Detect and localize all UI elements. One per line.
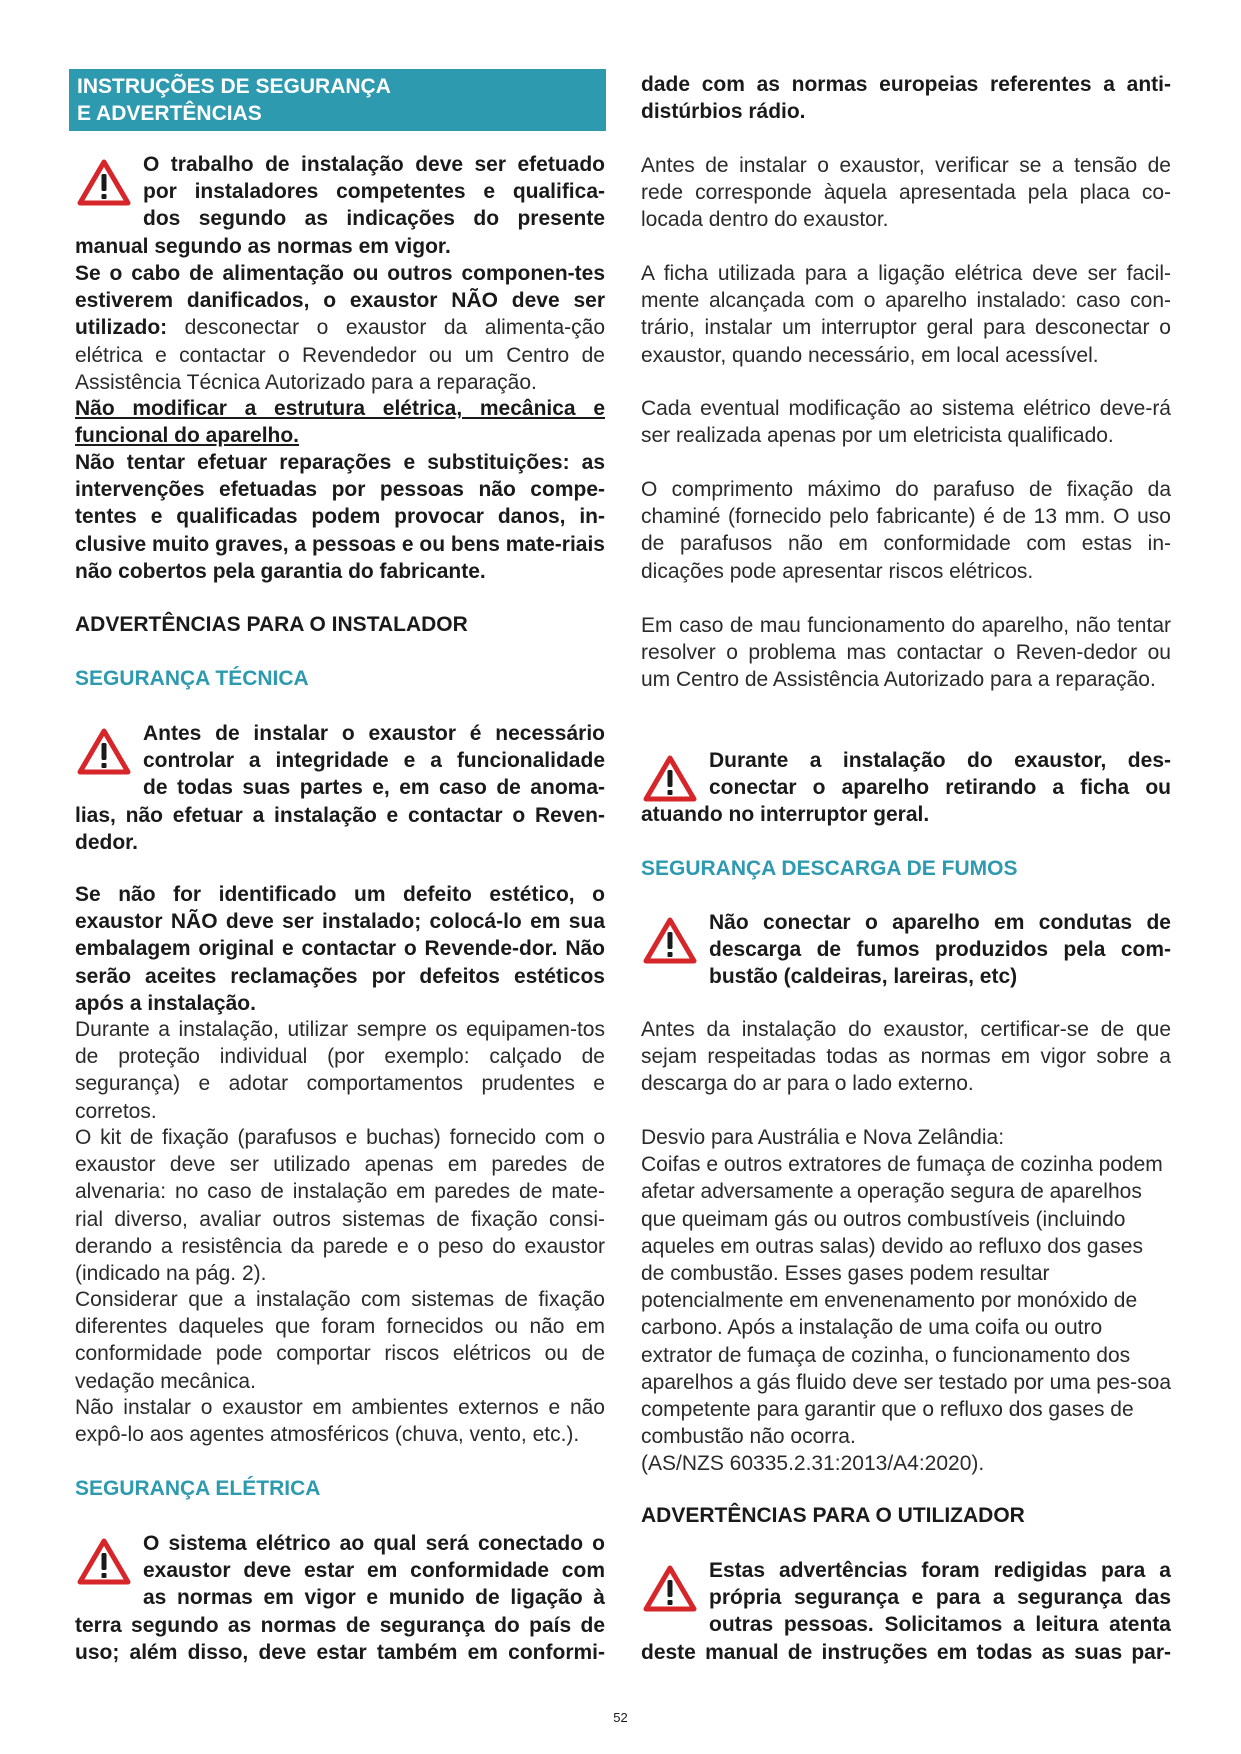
- power-cable-bold: Se o cabo de alimentação ou outros componen-tes estiverem danificados, o exaustor NÃO deve ser utilizado:: [75, 262, 605, 340]
- no-repairs-text: Não tentar efetuar reparações e substituições: as intervenções efetuadas por pessoas não compe-tentes e qualificadas podem provocar danos, in-clusive muito graves, a pessoas e ou bens mate-riais não cobertos pela garantia do fabricante.: [75, 451, 605, 583]
- paragraph-outdoor: [75, 1394, 605, 1448]
- voltage-text: Antes de instalar o exaustor, verificar se a tensão de rede corresponde àquela apresentada pela placa co-locada dentro do exaustor.: [641, 154, 1171, 232]
- warning-line: Estas advertências foram redigidas para a: [709, 1559, 1171, 1582]
- warning-triangle-icon: [77, 1538, 131, 1586]
- warning-installers: [75, 151, 605, 260]
- plug-text: A ficha utilizada para a ligação elétrica deve ser facil-mente alcançada com o aparelho instalado: caso con-trário, instalar um interruptor geral para desconectar o exaustor, quando necessário, em local acessível.: [641, 262, 1171, 367]
- radio-interference-text: dade com as normas europeias referentes a anti-distúrbios rádio.: [641, 73, 1171, 124]
- warning-line: controlar a integridade e a funcionalidade: [143, 749, 605, 773]
- paragraph-australia-nz: [641, 1124, 1171, 1478]
- ppe-text: Durante a instalação, utilizar sempre os equipamen-tos de proteção individual (por exemplo: calçado de segurança) e adotar comportamentos prudentes e corretos.: [75, 1018, 605, 1123]
- power-cable-text: desconectar o exaustor da alimenta-ção elétrica e contactar o Revendedor ou um Centro de Assistência Técnica Autorizado para a reparação.: [75, 316, 605, 394]
- warning-line: conectar o aparelho retirando a ficha ou: [709, 776, 1171, 800]
- warning-triangle-icon: [77, 159, 131, 207]
- outdoor-text: Não instalar o exaustor em ambientes externos e não expô-lo aos agentes atmosféricos (chuva, vento, etc.).: [75, 1396, 605, 1447]
- paragraph-no-modify: [75, 395, 605, 449]
- warning-user: [641, 1557, 1171, 1666]
- fixing-systems-text: Considerar que a instalação com sistemas de fixação diferentes daqueles que foram fornecidos ou não em conformidade pode comportar riscos elétricos ou de vedação mecânica.: [75, 1288, 605, 1393]
- heading-technical-safety: SEGURANÇA TÉCNICA: [75, 667, 309, 690]
- screw-length-text: O comprimento máximo do parafuso de fixação da chaminé (fornecido pelo fabricante) é de 13 mm. O uso de parafusos não em conformidade com estas in-dicações pode apresentar riscos elétricos.: [641, 478, 1171, 583]
- paragraph-radio-interference: [641, 71, 1171, 125]
- warning-triangle-icon: [77, 728, 131, 776]
- australia-nz-reference: (AS/NZS 60335.2.31:2013/A4:2020).: [641, 1452, 985, 1476]
- warning-triangle-icon: [643, 755, 697, 803]
- heading-installer-warnings: ADVERTÊNCIAS PARA O INSTALADOR: [75, 613, 468, 636]
- warning-triangle-icon: [643, 1565, 697, 1613]
- australia-nz-title: Desvio para Austrália e Nova Zelândia:: [641, 1126, 1005, 1149]
- warning-line: descarga de fumos produzidos pela com-: [709, 938, 1171, 962]
- warning-line: de todas suas partes e, em caso de anoma-: [143, 776, 605, 800]
- paragraph-fixing-systems: [75, 1286, 605, 1395]
- heading-electrical-safety: SEGURANÇA ELÉTRICA: [75, 1477, 321, 1500]
- malfunction-text: Em caso de mau funcionamento do aparelho, não tentar resolver o problema mas contactar o Reven-dedor ou um Centro de Assistência Autorizado para a reparação.: [641, 614, 1171, 692]
- warning-line: Antes de instalar o exaustor é necessário: [143, 722, 605, 745]
- warning-disconnect: [641, 747, 1171, 829]
- warning-line: terra segundo as normas de segurança do país de: [75, 1613, 605, 1637]
- header-title-line1: INSTRUÇÕES DE SEGURANÇA: [77, 75, 391, 98]
- paragraph-no-repairs: [75, 449, 605, 585]
- warning-line: as normas em vigor e munido de ligação à: [143, 1586, 605, 1610]
- warning-line: por instaladores competentes e qualifica-: [143, 180, 605, 204]
- warning-line: dos segundo as indicações do presente: [143, 207, 605, 231]
- warning-line: Durante a instalação do exaustor, des-: [709, 749, 1171, 772]
- warning-line: O sistema elétrico ao qual será conectado o: [143, 1532, 605, 1555]
- paragraph-aesthetic-defect: [75, 881, 605, 1017]
- warning-flue: [641, 909, 1171, 991]
- warning-line: atuando no interruptor geral.: [641, 803, 930, 827]
- warning-line: lias, não efetuar a instalação e contactar o Reven-: [75, 803, 605, 827]
- heading-smoke-discharge: SEGURANÇA DESCARGA DE FUMOS: [641, 857, 1018, 880]
- air-discharge-text: Antes da instalação do exaustor, certificar-se de que sejam respeitadas todas as normas em vigor sobre a descarga do ar para o lado externo.: [641, 1018, 1171, 1096]
- aesthetic-defect-text: Se não for identificado um defeito estético, o exaustor NÃO deve ser instalado; colocá-lo em sua embalagem original e contactar o Revende-dor. Não serão aceites reclamações por defeitos estéticos após a instalação.: [75, 883, 605, 1015]
- australia-nz-body: Coifas e outros extratores de fumaça de cozinha podem afetar adversamente a operação segura de aparelhos que queimam gás ou outros combustíveis (incluindo aqueles em outras salas) devido ao refluxo dos gases de combustão. Esses gases podem resultar potencialmente em envenenamento por monóxido de carbono. Após a instalação de uma coifa ou outro extrator de fumaça de cozinha, o funcionamento dos aparelhos a gás fluido deve ser testado por uma pes-soa competente para garantir que o refluxo dos gases de combustão não ocorra.: [641, 1153, 1171, 1449]
- paragraph-plug: [641, 260, 1171, 369]
- paragraph-air-discharge: [641, 1016, 1171, 1098]
- fixing-kit-text: O kit de fixação (parafusos e buchas) fornecido com o exaustor deve ser utilizado apenas em paredes de alvenaria: no caso de instalação em paredes de mate-rial diverso, avaliar outros sistemas de fixação consi-derando a resistência da parede e o peso do exaustor (indicado na pág. 2).: [75, 1126, 605, 1286]
- warning-line: O trabalho de instalação deve ser efetuado: [143, 153, 605, 176]
- paragraph-screw-length: [641, 476, 1171, 585]
- paragraph-fixing-kit: [75, 1124, 605, 1287]
- paragraph-power-cable: [75, 260, 605, 396]
- warning-integrity: [75, 720, 605, 856]
- paragraph-malfunction: [641, 612, 1171, 694]
- warning-line: outras pessoas. Solicitamos a leitura atenta: [709, 1613, 1171, 1637]
- paragraph-electrician: [641, 395, 1171, 449]
- paragraph-voltage: [641, 152, 1171, 234]
- no-modify-text: Não modificar a estrutura elétrica, mecânica e funcional do aparelho.: [75, 397, 605, 448]
- warning-line: deste manual de instruções em todas as suas par-: [641, 1640, 1171, 1664]
- heading-user-warnings: ADVERTÊNCIAS PARA O UTILIZADOR: [641, 1504, 1025, 1527]
- warning-line: uso; além disso, deve estar também em conformi-: [75, 1640, 605, 1664]
- warning-line: própria segurança e para a segurança das: [709, 1586, 1171, 1610]
- warning-line: bustão (caldeiras, lareiras, etc): [709, 965, 1018, 989]
- warning-line: Não conectar o aparelho em condutas de: [709, 911, 1171, 934]
- electrician-text: Cada eventual modificação ao sistema elétrico deve-rá ser realizada apenas por um eletricista qualificado.: [641, 397, 1171, 448]
- page-number: 52: [613, 1710, 628, 1725]
- warning-line: exaustor deve estar em conformidade com: [143, 1559, 605, 1583]
- warning-electrical-system: [75, 1530, 605, 1666]
- warning-line: dedor.: [75, 830, 139, 854]
- paragraph-ppe: [75, 1016, 605, 1125]
- header-title-line2: E ADVERTÊNCIAS: [77, 102, 262, 125]
- warning-triangle-icon: [643, 917, 697, 965]
- warning-line: manual segundo as normas em vigor.: [75, 234, 451, 258]
- section-header-box: [69, 69, 606, 131]
